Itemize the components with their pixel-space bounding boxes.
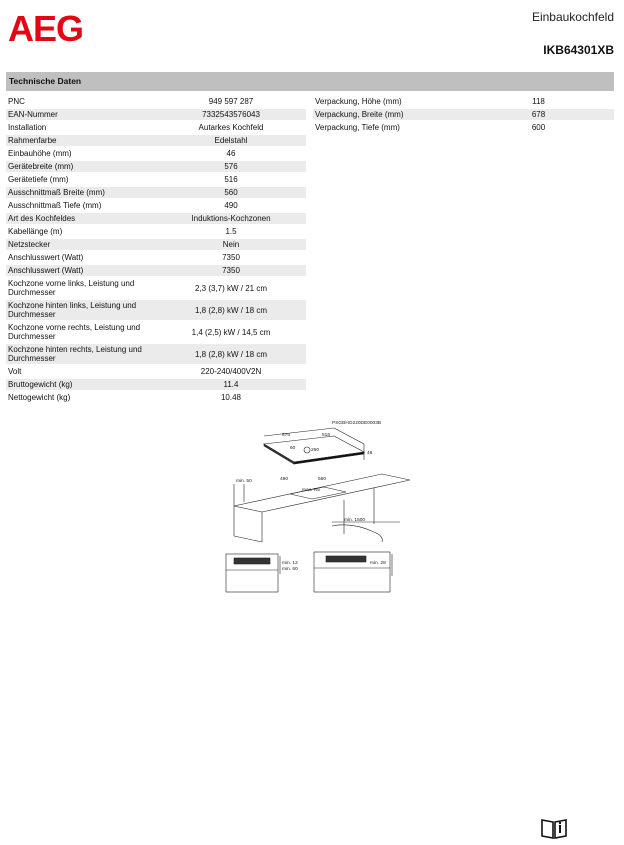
- spec-value: 1,8 (2,8) kW / 18 cm: [156, 344, 306, 364]
- dim-depth: 516: [322, 433, 331, 438]
- spec-value: 7350: [222, 253, 240, 262]
- model-number: IKB64301XB: [543, 43, 614, 57]
- drawing-code: PSGBHO220DE0003B: [332, 421, 382, 426]
- spec-label: Kochzone vorne rechts, Leistung und Durchmesser: [8, 323, 141, 341]
- spec-row: [313, 122, 614, 133]
- spec-value: 1,8 (2,8) kW / 18 cm: [156, 300, 306, 320]
- spec-row: [6, 366, 306, 377]
- spec-label: Ausschnittmaß Tiefe (mm): [8, 201, 102, 210]
- spec-value: 10.48: [220, 393, 242, 402]
- spec-row: [313, 109, 614, 120]
- spec-label: EAN-Nummer: [6, 109, 156, 120]
- spec-row: [6, 187, 306, 198]
- spec-table-left: [6, 96, 306, 405]
- dim-width: 576: [282, 433, 291, 438]
- dim-cut-width: 560: [318, 477, 327, 482]
- spec-value: 949 597 287: [208, 97, 254, 106]
- spec-label: Verpackung, Tiefe (mm): [315, 123, 400, 132]
- spec-label: Netzstecker: [6, 239, 156, 250]
- spec-value: 46: [226, 149, 236, 158]
- spec-value: 560: [156, 187, 306, 198]
- spec-label: PNC: [8, 97, 25, 106]
- document-type: Einbaukochfeld: [531, 10, 614, 24]
- brand-logo-text: AEG: [8, 8, 84, 47]
- spec-row: [6, 161, 306, 172]
- spec-value: Nein: [156, 239, 306, 250]
- spec-label: Ausschnittmaß Breite (mm): [6, 187, 156, 198]
- aeg-logo: [8, 7, 96, 47]
- spec-row: [6, 300, 306, 320]
- dim-height: 46: [367, 451, 373, 456]
- spec-label: Gerätetiefe (mm): [8, 175, 69, 184]
- spec-row: [6, 239, 306, 250]
- manual-book-icon: [540, 816, 568, 840]
- spec-label: Installation: [8, 123, 47, 132]
- spec-table-right: [313, 96, 614, 135]
- dim-radius: max. R5: [302, 488, 320, 493]
- section-title: Technische Daten: [6, 72, 614, 91]
- spec-label: Art des Kochfeldes: [6, 213, 156, 224]
- spec-row: [6, 226, 306, 237]
- dim-min12: min. 12: [282, 561, 298, 566]
- spec-label: Anschlusswert (Watt): [8, 253, 84, 262]
- spec-value: Autarkes Kochfeld: [198, 123, 264, 132]
- dim-260: 260: [311, 448, 320, 453]
- spec-value: 2,3 (3,7) kW / 21 cm: [194, 283, 268, 293]
- spec-label: Rahmenfarbe: [6, 135, 156, 146]
- spec-row: [6, 213, 306, 224]
- spec-label: Volt: [8, 367, 22, 376]
- spec-label: Verpackung, Breite (mm): [313, 109, 463, 120]
- spec-value: 1.5: [225, 227, 237, 236]
- spec-value: 1,4 (2,5) kW / 14,5 cm: [191, 327, 271, 337]
- dim-min50: min. 50: [236, 479, 252, 484]
- spec-row: [6, 392, 306, 403]
- spec-label: Anschlusswert (Watt): [6, 265, 156, 276]
- spec-value: 490: [224, 201, 238, 210]
- spec-row: [313, 96, 614, 107]
- dim-min60: min. 60: [282, 567, 298, 572]
- spec-label: Einbauhöhe (mm): [8, 149, 72, 158]
- spec-label: Kochzone hinten rechts, Leistung und Durchmesser: [6, 344, 156, 364]
- spec-label: Kochzone vorne links, Leistung und Durchmesser: [8, 279, 135, 297]
- dim-min28: min. 28: [370, 561, 386, 566]
- spec-row: [6, 174, 306, 185]
- spec-value: Edelstahl: [156, 135, 306, 146]
- installation-drawing: [214, 414, 410, 594]
- spec-value: 516: [224, 175, 238, 184]
- spec-row: [6, 278, 306, 298]
- spec-row: [6, 322, 306, 342]
- spec-value: 118: [532, 97, 545, 106]
- spec-value: 7350: [156, 265, 306, 276]
- dim-cut-depth: 490: [280, 477, 289, 482]
- spec-value: 576: [156, 161, 306, 172]
- spec-label: Nettogewicht (kg): [8, 393, 71, 402]
- spec-row: [6, 135, 306, 146]
- spec-row: [6, 344, 306, 364]
- spec-value: 220-240/400V2N: [200, 367, 262, 376]
- spec-row: [6, 122, 306, 133]
- spec-value: Induktions-Kochzonen: [156, 213, 306, 224]
- spec-value: 600: [531, 123, 546, 132]
- spec-row: [6, 96, 306, 107]
- spec-label: Verpackung, Höhe (mm): [315, 97, 402, 106]
- spec-row: [6, 200, 306, 211]
- dim-min1500: min. 1500: [344, 518, 366, 523]
- spec-label: Bruttogewicht (kg): [6, 379, 156, 390]
- spec-row: [6, 148, 306, 159]
- spec-row: [6, 109, 306, 120]
- dim-60: 60: [290, 446, 296, 451]
- spec-row: [6, 379, 306, 390]
- spec-value: 678: [463, 109, 614, 120]
- spec-label: Kochzone hinten links, Leistung und Durchmesser: [6, 300, 156, 320]
- spec-label: Kabellänge (m): [8, 227, 63, 236]
- spec-row: [6, 265, 306, 276]
- spec-value: 11.4: [156, 379, 306, 390]
- spec-label: Gerätebreite (mm): [6, 161, 156, 172]
- spec-row: [6, 252, 306, 263]
- spec-value: 7332543576043: [156, 109, 306, 120]
